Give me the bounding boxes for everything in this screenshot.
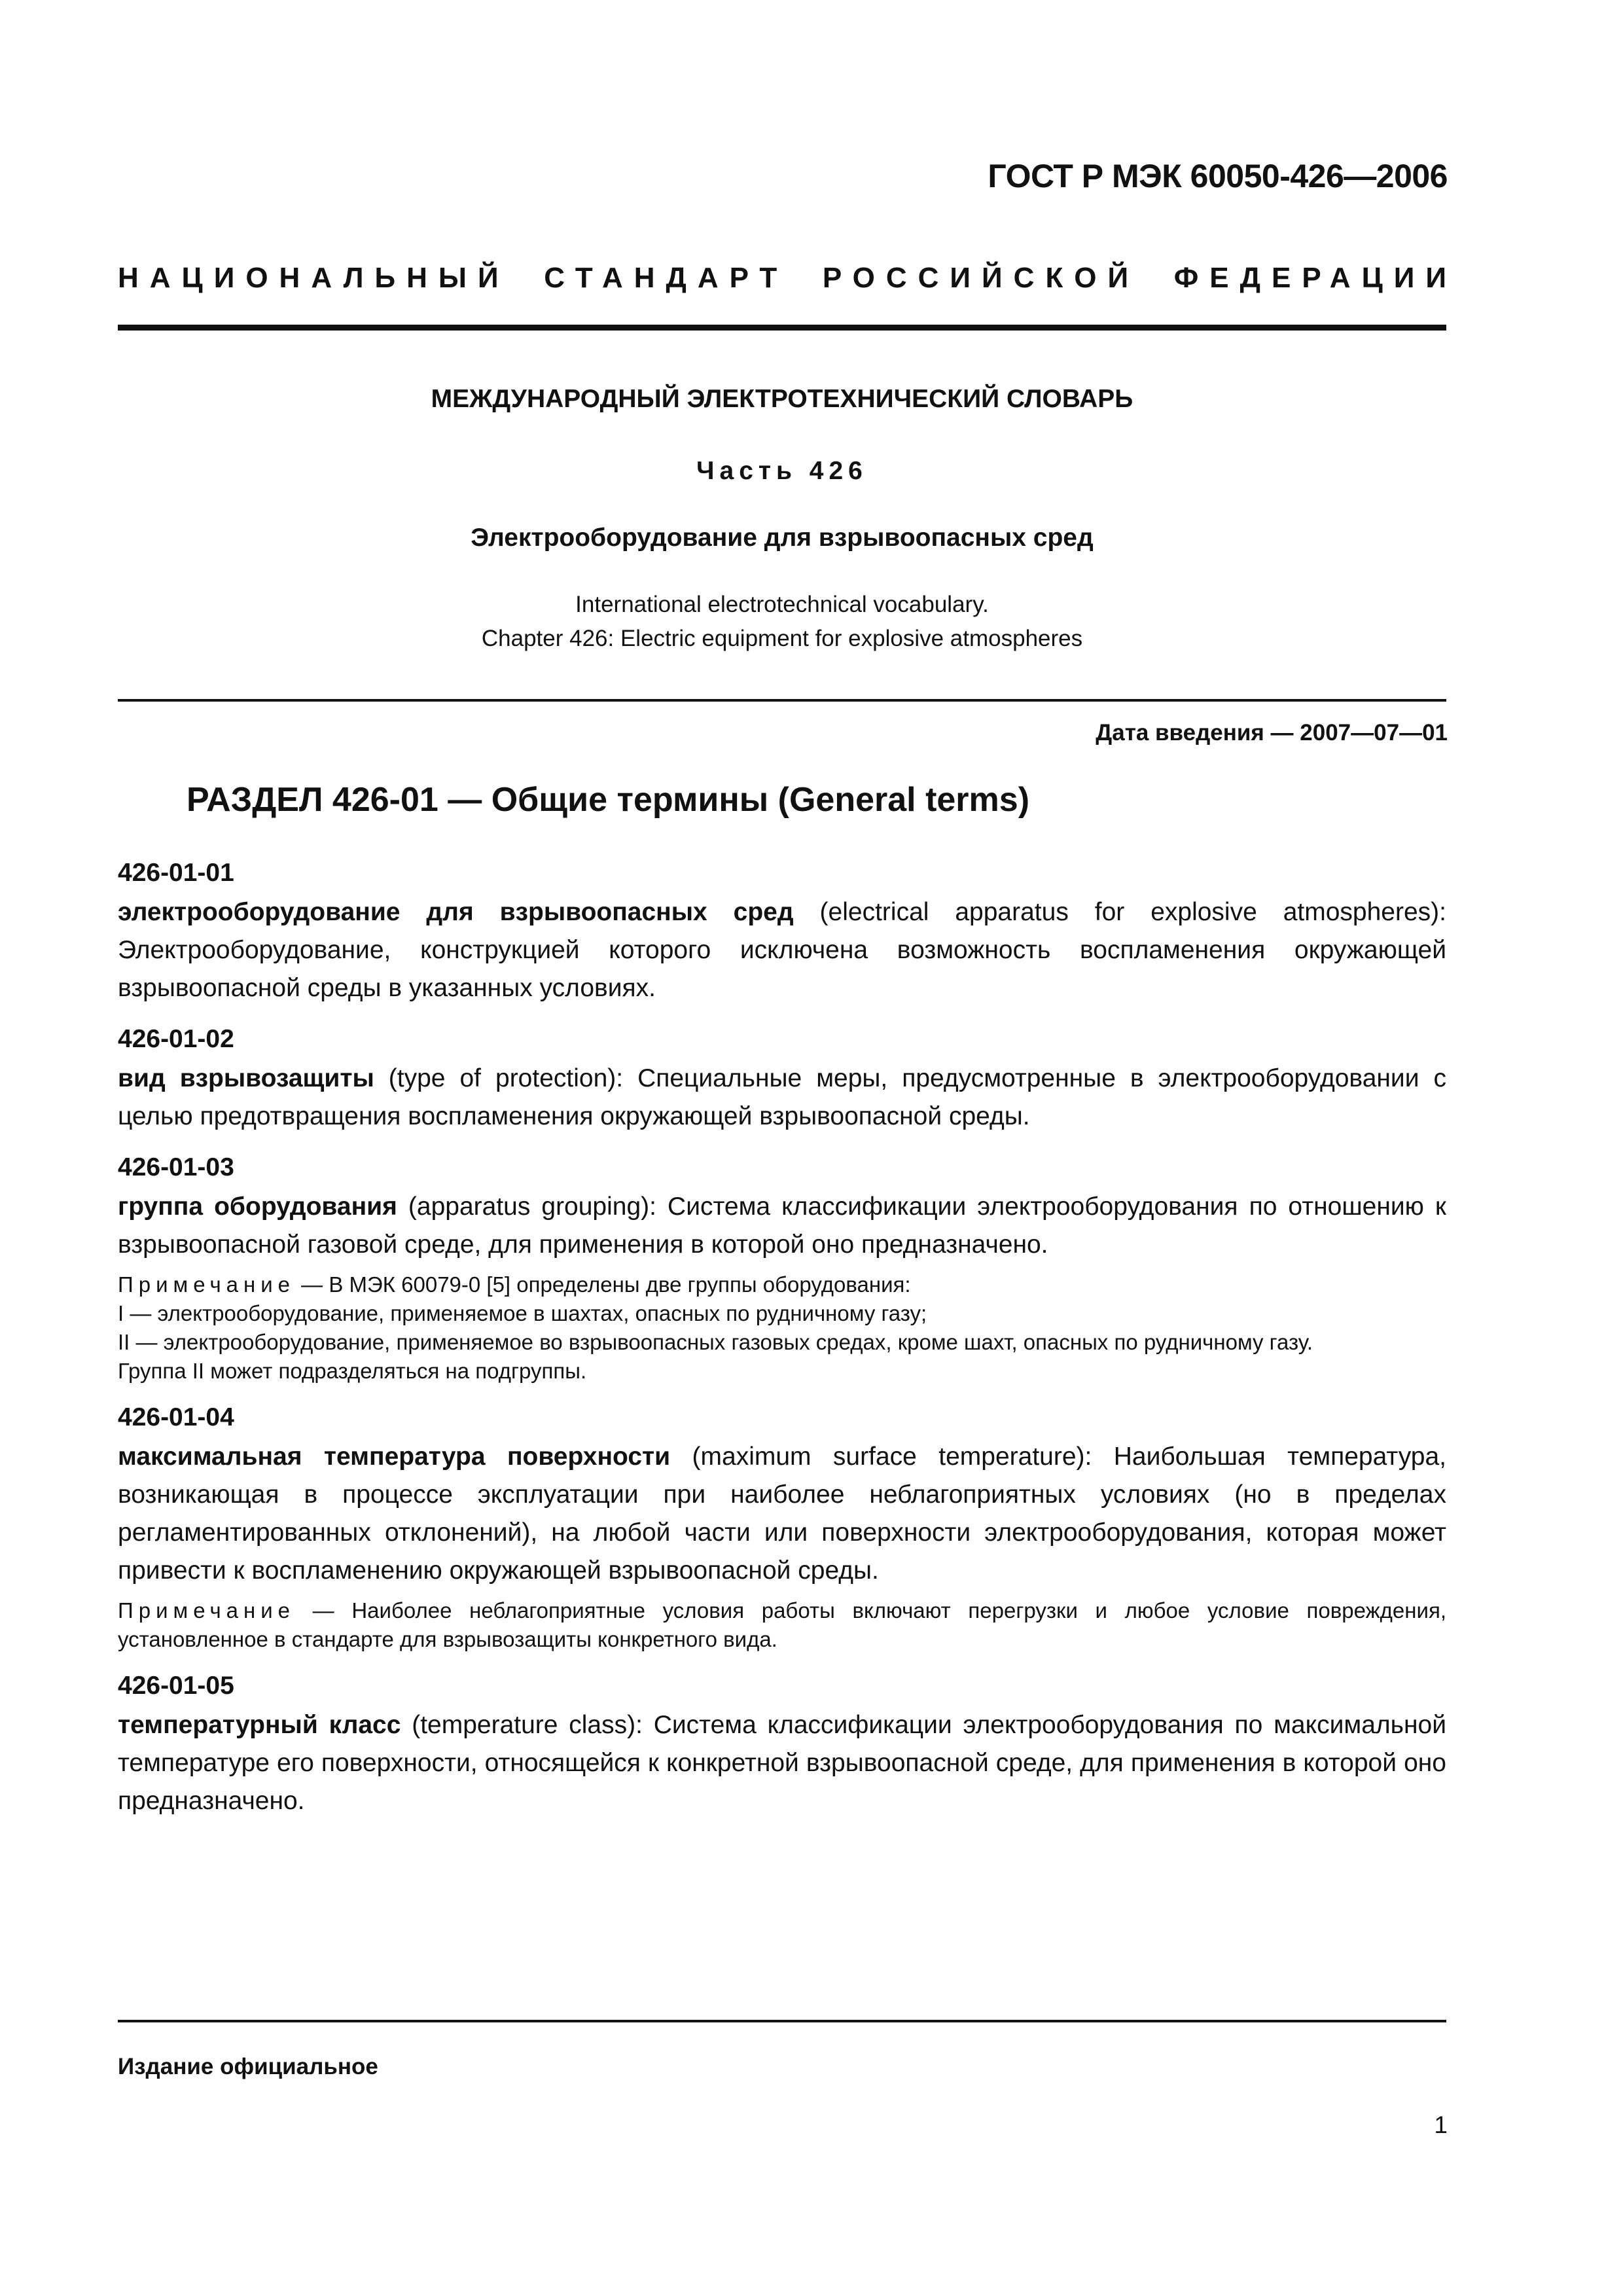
term-definition-text: (temperature class): Система классификации электрооборудования по максимальной температуре его поверхности, относящейся к конкретной взрывоопасной среде, для применения в которой оно предназначено. [118,1711,1446,1815]
term-definition-text: (electrical apparatus for explosive atmospheres): Электрооборудование, конструкцией которого исключена возможность воспламенения окружающей взрывоопасной среды в указанных условиях. [118,898,1446,1002]
note-line: I — электрооборудование, применяемое в шахтах, опасных по рудничному газу; [118,1301,927,1325]
note-lead [118,1270,1446,1299]
term-code: 426-01-04 [118,1403,234,1431]
header-divider [118,325,1446,331]
document-subtitle: Электрооборудование для взрывоопасных сред [471,524,1094,552]
term-definition-text: (type of protection): Специальные меры, предусмотренные в электрооборудовании с целью предотвращения воспламенения окружающей взрывоопасной среды. [118,1064,1446,1130]
term-definition [118,1188,1446,1264]
term-definition-text: (maximum surface temperature): Наибольшая температура, возникающая в процессе эксплуатации при наиболее неблагоприятных условиях (но в пределах регламентированных отклонений), на любой части или поверхности электрооборудования, которая может привести к воспламенению окружающей взрывоопасной среды. [118,1443,1446,1585]
note-line: Группа II может подразделяться на подгруппы. [118,1359,587,1383]
term-entry [118,1399,1446,1654]
national-word: НАЦИОНАЛЬНЫЙ [118,262,510,294]
english-title-line-2: Chapter 426: Electric equipment for explosive atmospheres [481,626,1083,651]
introduction-date: Дата введения — 2007—07—01 [1096,720,1448,745]
document-number: ГОСТ Р МЭК 60050-426—2006 [988,158,1448,194]
term-entry [118,854,1446,1007]
footer-divider [118,2020,1446,2022]
term-name: температурный класс [118,1711,401,1739]
english-title-line-1: International electrotechnical vocabulary. [575,592,989,617]
term-name: электрооборудование для взрывоопасных сред [118,898,794,926]
document-title: МЕЖДУНАРОДНЫЙ ЭЛЕКТРОТЕХНИЧЕСКИЙ СЛОВАРЬ [431,385,1133,413]
term-definition [118,893,1446,1007]
note-lead [118,1596,1446,1654]
note-line: II — электрооборудование, применяемое во взрывоопасных газовых средах, кроме шахт, опасных по рудничному газу. [118,1330,1313,1354]
note-lead-text: — Наиболее неблагоприятные условия работы включают перегрузки и любое условие повреждения, установленное в стандарте для взрывозащиты конкретного вида. [118,1598,1446,1651]
term-definition [118,1060,1446,1136]
term-entry [118,1149,1446,1386]
document-part: Часть 426 [696,457,868,485]
term-name: вид взрывозащиты [118,1064,374,1092]
national-standard-header [118,262,1457,295]
term-note [118,1270,1446,1386]
note-label: Примечание [118,1598,296,1623]
page-number: 1 [1434,2111,1448,2138]
term-note [118,1596,1446,1654]
term-code: 426-01-03 [118,1153,234,1181]
term-name: группа оборудования [118,1193,397,1221]
note-lead-text: — В МЭК 60079-0 [5] определены две группы оборудования: [295,1272,911,1297]
term-code: 426-01-02 [118,1025,234,1053]
term-definition-text: (apparatus grouping): Система классификации электрооборудования по отношению к взрывоопасной газовой среде, для применения в которой оно предназначено. [118,1193,1446,1259]
term-definition [118,1706,1446,1820]
term-name: максимальная температура поверхности [118,1443,671,1471]
national-word: ФЕДЕРАЦИИ [1173,262,1457,294]
title-divider [118,699,1446,702]
term-code: 426-01-05 [118,1672,234,1700]
term-code: 426-01-01 [118,859,234,887]
national-word: СТАНДАРТ [544,262,789,294]
term-entry [118,1667,1446,1820]
national-word: РОССИЙСКОЙ [822,262,1140,294]
term-entry [118,1020,1446,1136]
section-title: РАЗДЕЛ 426-01 — Общие термины (General terms) [187,781,1030,819]
terms-list [118,854,1446,1833]
note-label: Примечание [118,1272,296,1297]
term-definition [118,1438,1446,1590]
official-edition-label: Издание официальное [118,2054,378,2079]
